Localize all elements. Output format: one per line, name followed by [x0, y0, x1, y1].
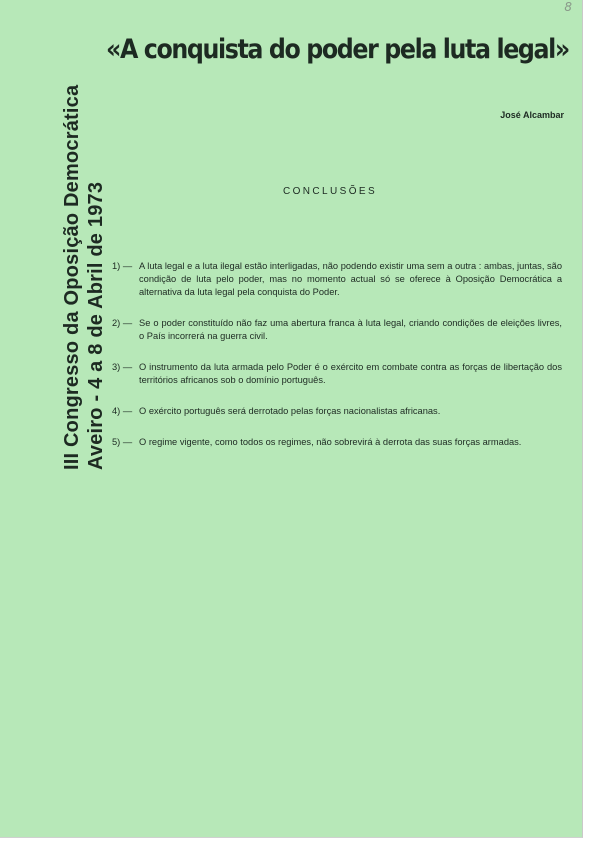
conclusion-text: O exército português será derrotado pelas forças nacionalistas africanas. — [139, 406, 441, 416]
section-heading: CONCLUSÕES — [283, 186, 378, 197]
page-number: 8 — [564, 0, 572, 14]
conclusion-number: 2) — — [112, 318, 133, 328]
conclusion-number: 3) — — [112, 362, 133, 372]
conclusion-number: 5) — — [112, 437, 133, 447]
congress-name: III Congresso da Oposição Democrática — [61, 84, 83, 470]
conclusion-number: 1) — — [112, 261, 133, 271]
author-name: José Alcambar — [500, 110, 564, 120]
conclusion-item — [112, 260, 562, 299]
conclusion-item — [112, 436, 562, 449]
congress-date-place: Aveiro - 4 a 8 de Abril de 1973 — [85, 181, 107, 470]
conclusion-number: 4) — — [112, 406, 133, 416]
conclusion-text: O regime vigente, como todos os regimes, não sobrevirá à derrota das suas forças armadas. — [139, 437, 522, 447]
conclusion-text: O instrumento da luta armada pelo Poder é o exército em combate contra as forças de libertação dos territórios africanos sob o domínio português. — [139, 362, 562, 385]
conclusions-list — [112, 260, 562, 467]
conclusion-text: Se o poder constituído não faz uma abertura franca à luta legal, criando condições de eleições livres, o País incorrerá na guerra civil. — [139, 318, 562, 341]
article-title: «A conquista do poder pela luta legal» — [106, 34, 569, 65]
conclusion-item — [112, 361, 562, 387]
conclusion-item — [112, 317, 562, 343]
conclusion-text: A luta legal e a luta ilegal estão interligadas, não podendo existir uma sem a outra : ambas, juntas, são condição de luta pelo poder, mas no momento actual só se oferece à Oposição Democrática a alternativa da luta legal pela conquista do Poder. — [139, 261, 562, 297]
congress-side-banner — [60, 84, 108, 470]
conclusion-item — [112, 405, 562, 418]
